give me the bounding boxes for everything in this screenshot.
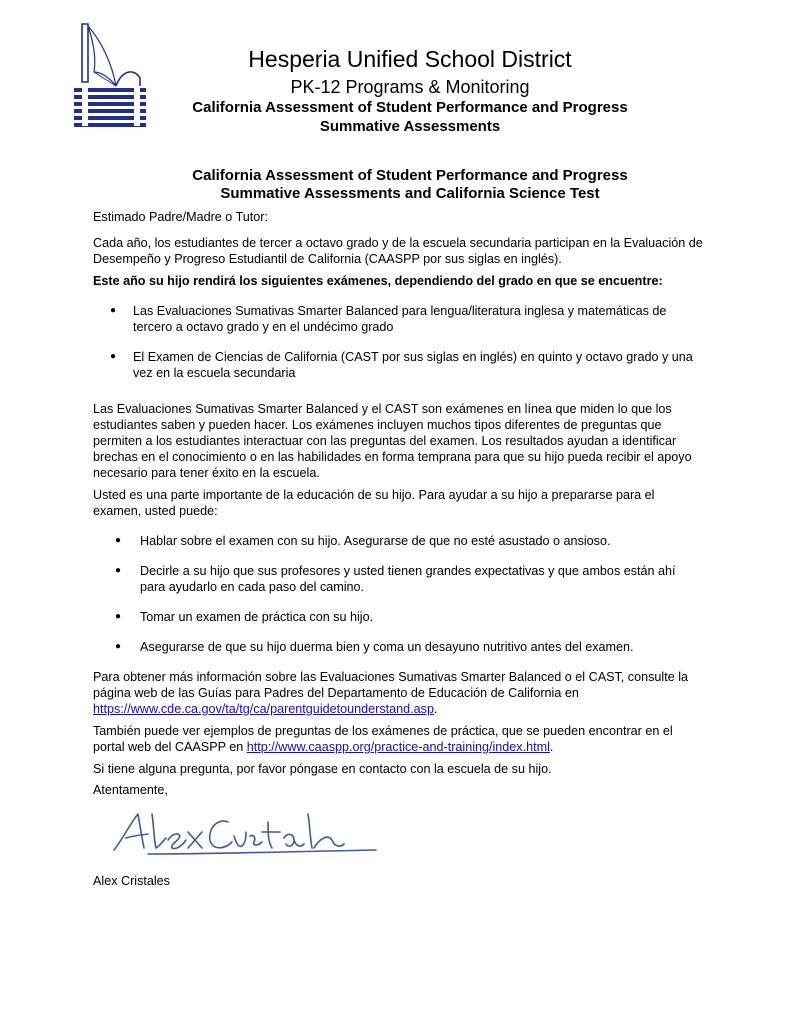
description-paragraph: Las Evaluaciones Sumativas Smarter Balanced y el CAST son exámenes en línea que miden lo que los estudiantes saben y pueden hacer. Los exámenes incluyen muchos tipos diferentes de preguntas que permiten a los estudiantes interactuar con las preguntas del examen. Los resultados ayudan a identificar brechas en el conocimiento o en las habilidades en forma temprana para que su hijo pueda recibir el apoyo necesario para tener éxito en la escuela. [93,402,692,480]
salutation: Estimado Padre/Madre o Tutor: [93,210,268,224]
exams-list [93,303,703,381]
practice-text: También puede ver ejemplos de preguntas de los exámenes de práctica, que se pueden encontrar en el portal web del CAASPP en [93,724,673,754]
list-item: ● Asegurarse de que su hijo duerma bien y coma un desayuno nutritivo antes del examen. [93,639,703,655]
closing: Atentamente, [93,783,168,797]
list-item: ● Las Evaluaciones Sumativas Smarter Balanced para lengua/literatura inglesa y matemáticas de tercero a octavo grado y en el undécimo grado [93,303,703,335]
caaspp-practice-link[interactable]: http://www.caaspp.org/practice-and-training/index.html [246,740,550,754]
cde-parent-guide-link[interactable]: https://www.cde.ca.gov/ta/tg/ca/parentguidetounderstand.asp [93,702,434,716]
help-intro-paragraph: Usted es una parte importante de la educación de su hijo. Para ayudar a su hijo a prepararse para el examen, usted puede: [93,488,655,518]
program-subtitle: Summative Assessments [319,118,501,135]
more-info-text: Para obtener más información sobre las Evaluaciones Sumativas Smarter Balanced o el CAST, consulte la página web de las Guías para Padres del Departamento de Educación de California en [93,670,688,700]
district-name: Hesperia Unified School District [248,46,572,72]
list-item: ● Hablar sobre el examen con su hijo. Asegurarse de que no esté asustado o ansioso. [93,533,703,549]
list-item: ● Decirle a su hijo que sus profesores y usted tienen grandes expectativas y que ambos están ahí para ayudarlo en cada paso del camino. [93,563,703,595]
signature-image [108,800,383,865]
contact-paragraph: Si tiene alguna pregunta, por favor póngase en contacto con la escuela de su hijo. [93,762,552,776]
letter-body [93,209,703,777]
intro-paragraph: Cada año, los estudiantes de tercer a octavo grado y de la escuela secundaria participan en la Evaluación de Desempeño y Progreso Estudiantil de California (CAASPP por sus siglas en inglés). [93,236,703,266]
list-item: ● El Examen de Ciencias de California (CAST por sus siglas en inglés) en quinto y octavo grado y una vez en la escuela secundaria [93,349,703,381]
letter-title-line2: Summative Assessments and California Science Test [220,185,600,202]
letter-title-line1: California Assessment of Student Performance and Progress [192,167,628,184]
district-logo [72,20,148,128]
more-info-paragraph: Para obtener más información sobre las Evaluaciones Sumativas Smarter Balanced o el CAST, consulte la página web de las Guías para Padres del Departamento de Educación de California en https://www.cde.ca.gov/ta/tg/ca/parentguidetounderstand.asp. [93,670,688,716]
department-name: PK-12 Programs & Monitoring [290,77,530,97]
list-item: ● Tomar un examen de práctica con su hijo. [93,609,703,625]
exams-heading: Este año su hijo rendirá los siguientes exámenes, dependiendo del grado en que se encuentre: [93,274,663,288]
tips-list [93,533,703,655]
program-name: California Assessment of Student Performance and Progress [192,99,628,116]
practice-paragraph: También puede ver ejemplos de preguntas de los exámenes de práctica, que se pueden encontrar en el portal web del CAASPP en http://www.caaspp.org/practice-and-training/index.html. [93,724,673,754]
signer-name: Alex Cristales [93,874,170,888]
